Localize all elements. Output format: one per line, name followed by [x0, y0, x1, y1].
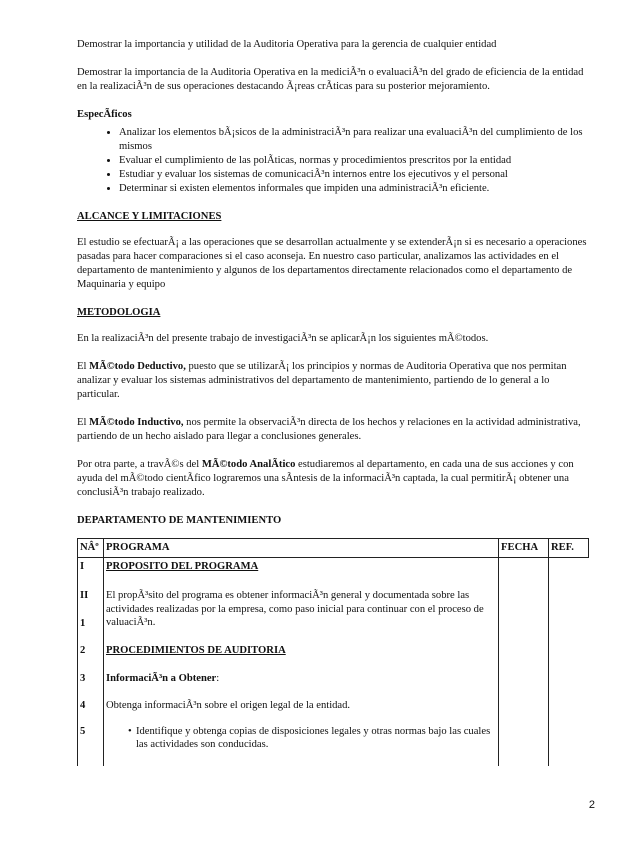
deductivo-text: puesto que se utilizarÃ¡ los principios y normas de Auditoria Operativa que nos permitan analizar y evaluar los sistemas administrativos del departamento de mantenimiento, partiendo de lo general a lo particular. — [77, 361, 567, 400]
metodo-inductivo — [77, 416, 593, 444]
analitico-text: estudiaremos al departamento, en cada una de sus acciones y con ayuda del mÃ©todo cientÃfico lograremos una sÃntesis de la informaciÃ³n captada, la cual permitirÃ¡ obtener una conclusiÃ³n trabajo realizado. — [77, 459, 574, 498]
row-num: 1 — [80, 617, 86, 629]
row-text: El propÃ³sito del programa es obtener informaciÃ³n general y documentada sobre las actividades realizadas por la empresa, como paso inicial para continuar con el proceso de valuaciÃ³n. — [103, 575, 498, 632]
page-number: 2 — [588, 799, 595, 811]
list-item: • Determinar si existen elementos informales que impiden una administraciÃ³n eficiente. — [119, 182, 593, 196]
col-header-fecha: FECHA — [499, 539, 549, 558]
departamento-heading: DEPARTAMENTO DE MANTENIMIENTO — [77, 515, 282, 526]
ref-cell — [549, 557, 589, 766]
row-num: 3 — [78, 660, 104, 688]
list-item: • Estudiar y evaluar los sistemas de comunicaciÃ³n internos entre los ejecutivos y el personal — [119, 168, 593, 182]
especificos-list — [77, 126, 593, 196]
especificos-heading: EspecÃficos — [77, 109, 132, 120]
row-num: 4 — [78, 687, 104, 715]
table-row — [78, 557, 589, 575]
col-header-ref: REF. — [549, 539, 589, 558]
row-text: Obtenga informaciÃ³n sobre el origen legal de la entidad. — [103, 687, 498, 715]
metodologia-heading: METODOLOGIA — [77, 307, 161, 318]
alcance-text: El estudio se efectuarÃ¡ a las operaciones que se desarrollan actualmente y se extenderÃ¡n si es necesario a operaciones pasadas para hacer comparaciones si el caso aconseja. En nuestro caso particular, analizamos las actividades en el departamento de mantenimiento y algunos de los departamentos directamente relacionados como el departamento de Maquinaria y equipo — [77, 237, 587, 290]
inductivo-label: MÃ©todo Inductivo, — [89, 417, 184, 428]
row-text: PROPOSITO DEL PROGRAMA — [105, 560, 259, 572]
row-text: • Identifique y obtenga copias de disposiciones legales y otras normas bajo las cuales las actividades son conducidas. — [106, 725, 496, 752]
metodo-deductivo — [77, 360, 593, 402]
deductivo-label: MÃ©todo Deductivo, — [89, 361, 186, 372]
list-item: • Analizar los elementos bÃ¡sicos de la administraciÃ³n para realizar una evaluaciÃ³n del cumplimiento de los mismos — [119, 126, 593, 154]
row-num: I — [78, 557, 104, 575]
list-item: • Evaluar el cumplimiento de las polÃticas, normas y procedimientos prescritos por la entidad — [119, 154, 593, 168]
row-num: II — [80, 590, 89, 601]
row-text: InformaciÃ³n a Obtener — [105, 672, 217, 684]
inductivo-pre: El — [77, 417, 90, 428]
col-header-num: NÂº — [78, 539, 104, 558]
table-header-row — [78, 539, 589, 558]
row-num: 5 — [78, 715, 104, 762]
row-num: 2 — [78, 632, 104, 660]
row-text-colon: : — [216, 672, 220, 684]
analitico-pre: Por otra parte, a travÃ©s del — [77, 459, 202, 470]
inductivo-text: nos permite la observaciÃ³n directa de los hechos y relaciones en la actividad administrativa, partiendo de un hecho aislado para llegar a conclusiones generales. — [77, 417, 581, 442]
metodologia-intro: En la realizaciÃ³n del presente trabajo de investigaciÃ³n se aplicarÃ¡n los siguientes mÃ©todos. — [77, 333, 489, 344]
objective-paragraph: Demostrar la importancia de la Auditoria Operativa en la mediciÃ³n o evaluaciÃ³n del grado de eficiencia de la entidad en la realizaciÃ³n de sus operaciones destacando Ã¡reas crÃticas para su posterior mejoramiento. — [77, 67, 584, 92]
program-table — [77, 538, 589, 766]
analitico-label: MÃ©todo AnalÃtico — [201, 459, 296, 470]
row-text: PROCEDIMIENTOS DE AUDITORIA — [105, 645, 286, 656]
col-header-programa: PROGRAMA — [103, 539, 498, 558]
deductivo-pre: El — [77, 361, 90, 372]
fecha-cell — [499, 557, 549, 766]
general-objective: Demostrar la importancia y utilidad de la Auditoria Operativa para la gerencia de cualquier entidad — [77, 39, 497, 50]
alcance-heading: ALCANCE Y LIMITACIONES — [77, 211, 222, 222]
document-page — [77, 38, 593, 766]
metodo-analitico — [77, 458, 593, 500]
